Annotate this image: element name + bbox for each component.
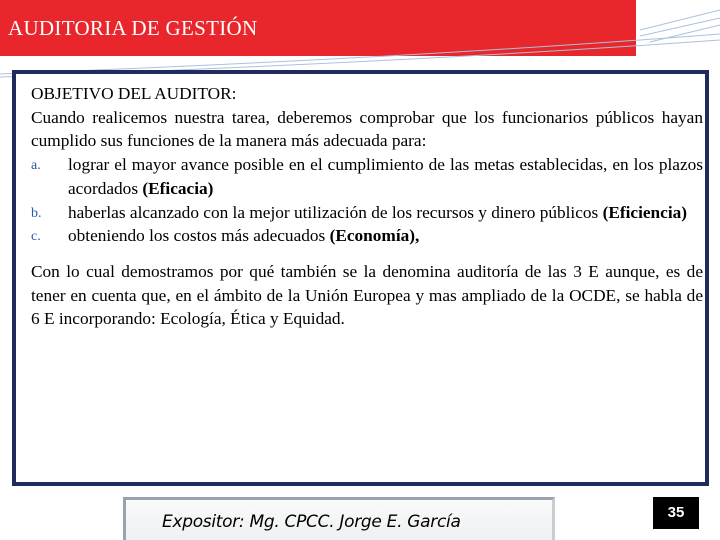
content-frame — [12, 70, 709, 486]
list-marker: b. — [31, 205, 42, 221]
list-item-term: (Economía), — [329, 226, 420, 246]
decorative-lines — [0, 0, 720, 80]
page-number: 35 — [653, 497, 699, 529]
footer-presenter-box — [123, 497, 555, 540]
list-item — [31, 153, 703, 200]
list-item-text: haberlas alcanzado con la mejor utilización de los recursos y dinero públicos — [68, 202, 603, 222]
list-marker: c. — [31, 229, 41, 245]
slide-title: AUDITORIA DE GESTIÓN — [8, 16, 258, 40]
list-item — [31, 201, 703, 225]
list-item-term: (Eficiencia) — [602, 202, 688, 222]
list-item-text: lograr el mayor avance posible en el cumplimiento de las metas establecidas, en los plazos acordados — [68, 155, 703, 198]
closing-paragraph: Con lo cual demostramos por qué también se la denomina auditoría de las 3 E aunque, es de tener en cuenta que, en el ámbito de la Unión Europea y mas ampliado de la OCDE, se habla de 6 E incorporando: Ecología, Ética y Equidad. — [31, 261, 703, 329]
content-body — [31, 82, 703, 331]
intro-paragraph: Cuando realicemos nuestra tarea, deberemos comprobar que los funcionarios públicos hayan cumplido sus funciones de la manera más adecuada para: — [31, 107, 703, 151]
list-item-term: (Eficacia) — [142, 178, 214, 198]
list-item-text: obteniendo los costos más adecuados — [68, 226, 330, 246]
list-marker: a. — [31, 158, 41, 174]
presenter-name: Expositor: Mg. CPCC. Jorge E. García — [162, 512, 461, 532]
section-heading: OBJETIVO DEL AUDITOR: — [31, 84, 237, 103]
objectives-list — [31, 153, 703, 248]
list-item — [31, 224, 703, 248]
